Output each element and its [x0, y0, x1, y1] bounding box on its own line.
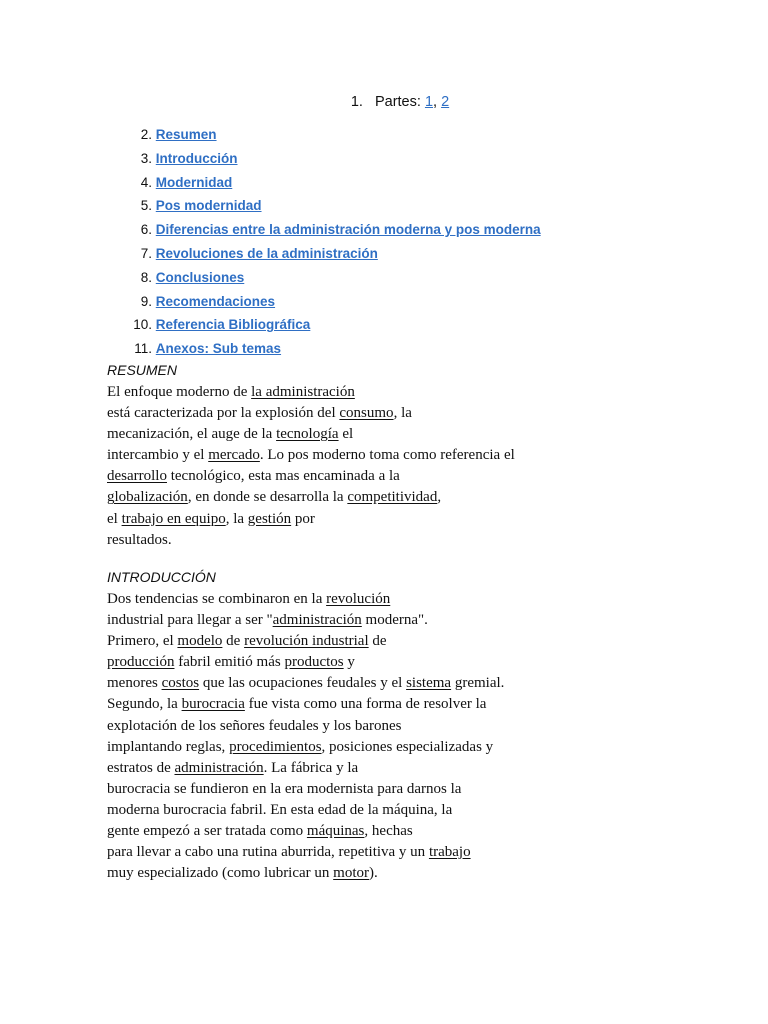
- inline-link[interactable]: desarrollo: [107, 468, 167, 485]
- toc-link-modernidad[interactable]: Modernidad: [155, 174, 233, 190]
- text-line: [107, 530, 587, 551]
- text-run: gente empezó a ser tratada como: [107, 823, 307, 840]
- text-run: implantando reglas,: [107, 738, 230, 755]
- parts-separator: ,: [433, 94, 438, 110]
- text-run: gremial.: [451, 675, 505, 692]
- text-run: , la: [393, 405, 412, 422]
- text-run: . La fábrica y la: [263, 759, 359, 776]
- text-run: por: [291, 510, 315, 527]
- toc-item-recomendaciones: [128, 290, 541, 314]
- text-run: el: [338, 426, 354, 443]
- parts-number: 1.: [350, 94, 363, 110]
- parts-line: [0, 92, 768, 112]
- text-run: de: [368, 633, 387, 650]
- inline-link[interactable]: burocracia: [181, 696, 245, 713]
- inline-link[interactable]: sistema: [406, 675, 452, 692]
- text-run: Primero, el: [107, 633, 178, 650]
- text-run: intercambio y el: [107, 447, 209, 464]
- toc-link-referencia[interactable]: Referencia Bibliográfica: [155, 317, 311, 333]
- inline-link[interactable]: trabajo: [428, 844, 471, 861]
- text-run: y: [343, 654, 355, 671]
- text-run: muy especializado (como lubricar un: [107, 865, 334, 882]
- toc-number: 11.: [134, 341, 152, 357]
- toc-item-modernidad: [128, 171, 541, 195]
- toc-number: 8.: [140, 269, 152, 285]
- inline-link[interactable]: mercado: [208, 447, 260, 464]
- text-line: [107, 466, 587, 487]
- toc-link-conclusiones[interactable]: Conclusiones: [155, 269, 245, 285]
- toc-link-anexos[interactable]: Anexos: Sub temas: [155, 341, 282, 357]
- inline-link[interactable]: productos: [284, 654, 344, 671]
- text-run: que las ocupaciones feudales y el: [199, 675, 407, 692]
- text-run: ).: [369, 865, 378, 882]
- toc-link-introduccion[interactable]: Introducción: [155, 150, 238, 166]
- text-line: [107, 487, 587, 508]
- inline-link[interactable]: trabajo en equipo: [121, 510, 226, 527]
- parts-link-2[interactable]: 2: [441, 94, 450, 110]
- text-run: fue vista como una forma de resolver la: [244, 696, 487, 713]
- text-run: para llevar a cabo una rutina aburrida, repetitiva y un: [107, 844, 429, 861]
- toc-number: 7.: [140, 245, 152, 261]
- toc-number: 3.: [140, 150, 152, 166]
- introduccion-heading: INTRODUCCIÓN: [107, 569, 216, 585]
- inline-link[interactable]: máquinas: [306, 823, 365, 840]
- text-run: , hechas: [364, 823, 413, 840]
- toc-link-pos-modernidad[interactable]: Pos modernidad: [155, 198, 262, 214]
- inline-link[interactable]: procedimientos: [229, 738, 322, 755]
- text-line: [107, 652, 587, 673]
- text-line: [107, 509, 587, 530]
- inline-link[interactable]: producción: [107, 654, 175, 671]
- text-run: Segundo, la: [107, 696, 182, 713]
- text-line: [107, 716, 587, 737]
- text-run: moderna".: [361, 612, 428, 629]
- parts-label: Partes:: [374, 94, 421, 110]
- inline-link[interactable]: gestión: [247, 510, 292, 527]
- toc-link-diferencias[interactable]: Diferencias entre la administración moderna y pos moderna: [155, 222, 541, 238]
- text-run: explotación de los señores feudales y los barones: [107, 717, 402, 734]
- text-run: industrial para llegar a ser ": [107, 612, 273, 629]
- text-line: [107, 445, 587, 466]
- text-run: fabril emitió más: [174, 654, 285, 671]
- text-line: [107, 610, 587, 631]
- toc-number: 4.: [140, 174, 152, 190]
- toc-item-conclusiones: [128, 266, 541, 290]
- text-run: está caracterizada por la explosión del: [107, 405, 340, 422]
- toc-number: 5.: [140, 198, 152, 214]
- inline-link[interactable]: administración: [174, 759, 264, 776]
- text-line: [107, 631, 587, 652]
- text-run: resultados.: [107, 531, 172, 548]
- text-run: de: [222, 633, 245, 650]
- text-run: . Lo pos moderno toma como referencia el: [259, 447, 515, 464]
- toc-number: 9.: [140, 293, 152, 309]
- text-run: , la: [225, 510, 248, 527]
- toc-number: 10.: [133, 317, 152, 333]
- inline-link[interactable]: globalización: [107, 489, 188, 506]
- toc-link-resumen[interactable]: Resumen: [155, 127, 217, 142]
- toc-item-diferencias: [128, 218, 541, 242]
- toc-item-revoluciones: [128, 242, 541, 266]
- text-run: , en donde se desarrolla la: [187, 489, 348, 506]
- toc-item-referencia: [128, 313, 541, 337]
- text-line: [107, 589, 587, 610]
- text-run: El enfoque moderno de: [107, 384, 252, 400]
- text-line: [107, 821, 587, 842]
- text-line: [107, 779, 587, 800]
- text-line: [107, 673, 587, 694]
- inline-link[interactable]: costos: [161, 675, 200, 692]
- inline-link[interactable]: competitividad: [347, 489, 438, 506]
- toc-link-revoluciones[interactable]: Revoluciones de la administración: [155, 245, 378, 261]
- text-run: burocracia se fundieron en la era modernista para darnos la: [107, 780, 462, 797]
- toc-item-pos-modernidad: [128, 194, 541, 218]
- toc-number: 6.: [140, 222, 152, 238]
- inline-link[interactable]: modelo: [177, 633, 223, 650]
- text-line: [107, 758, 587, 779]
- text-run: el: [107, 510, 122, 527]
- inline-link[interactable]: tecnología: [276, 426, 339, 443]
- text-line: [107, 800, 587, 821]
- table-of-contents: [128, 123, 541, 361]
- toc-link-recomendaciones[interactable]: Recomendaciones: [155, 293, 276, 309]
- introduccion-paragraph: [107, 589, 587, 884]
- toc-number: 2.: [140, 127, 152, 142]
- text-line: [107, 737, 587, 758]
- text-run: mecanización, el auge de la: [107, 426, 277, 443]
- text-run: estratos de: [107, 759, 175, 776]
- inline-link[interactable]: motor: [333, 865, 370, 882]
- text-run: Dos tendencias se combinaron en la: [107, 591, 327, 607]
- toc-item-resumen: [128, 123, 541, 147]
- toc-item-anexos: [128, 337, 541, 361]
- toc-item-introduccion: [128, 147, 541, 171]
- resumen-paragraph: [107, 382, 587, 551]
- inline-link[interactable]: consumo: [339, 405, 394, 422]
- text-run: ,: [437, 489, 442, 506]
- inline-link[interactable]: la administración: [251, 384, 355, 400]
- text-run: menores: [107, 675, 162, 692]
- text-line: [107, 863, 587, 884]
- text-run: , posiciones especializadas y: [321, 738, 494, 755]
- inline-link[interactable]: revolución industrial: [244, 633, 369, 650]
- inline-link[interactable]: administración: [272, 612, 362, 629]
- inline-link[interactable]: revolución: [326, 591, 391, 607]
- text-line: [107, 842, 587, 863]
- text-run: tecnológico, esta mas encaminada a la: [166, 468, 400, 485]
- text-line: [107, 382, 587, 403]
- text-line: [107, 403, 587, 424]
- text-line: [107, 424, 587, 445]
- parts-link-1[interactable]: 1: [424, 94, 434, 110]
- resumen-heading: RESUMEN: [107, 362, 178, 378]
- text-run: moderna burocracia fabril. En esta edad de la máquina, la: [107, 801, 453, 818]
- text-line: [107, 694, 587, 715]
